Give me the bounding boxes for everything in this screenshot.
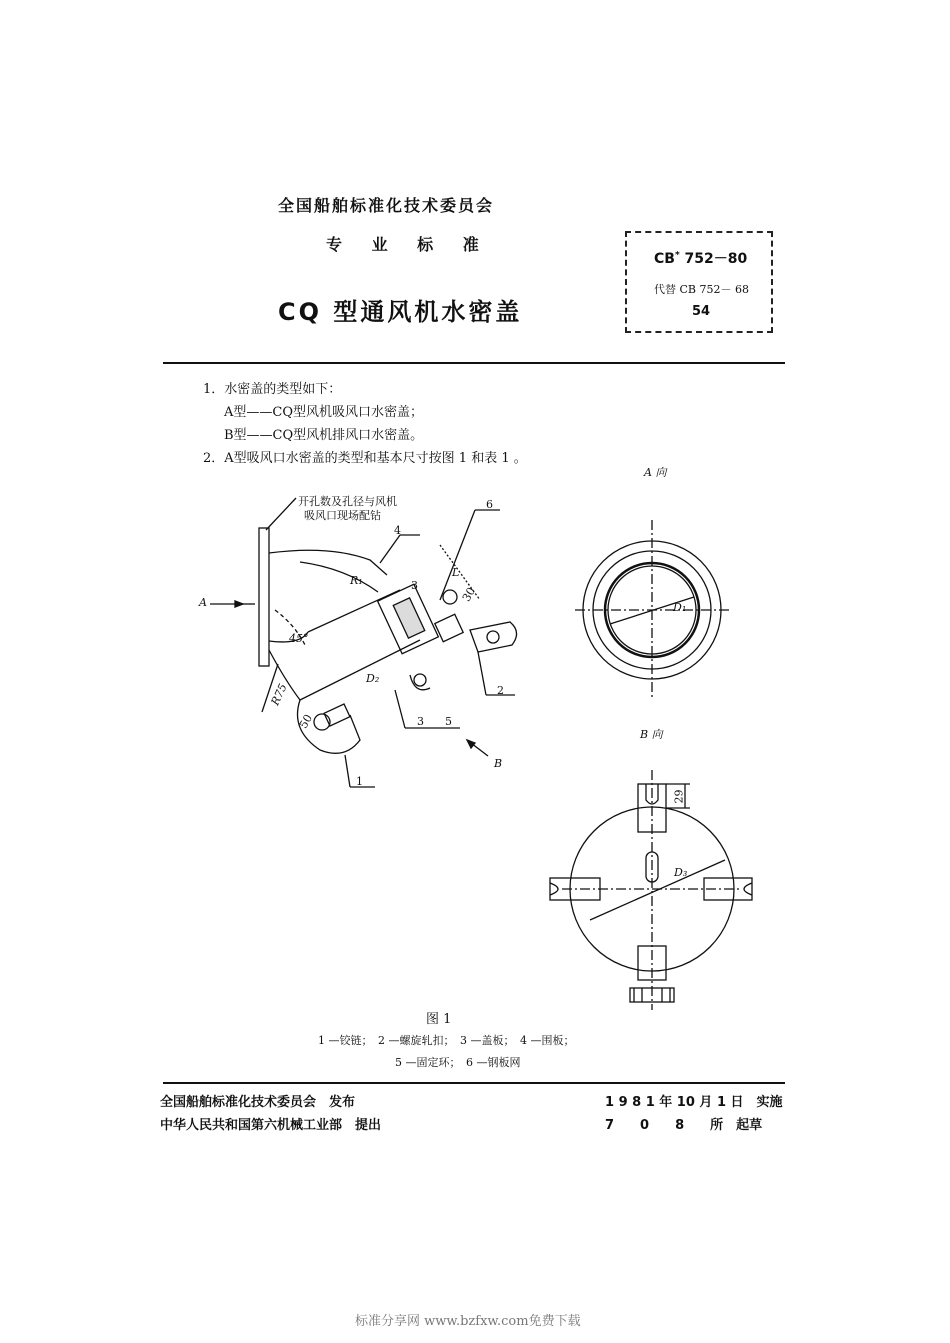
bottom-lug [638,946,666,980]
left-lug [550,878,600,900]
clause-1: 1．水密盖的类型如下： [203,382,342,397]
view-b-title: B 向 [640,728,663,741]
page-number: 54 [692,304,711,319]
clamp [470,622,517,652]
watermark: 标准分享网 www.bzfxw.com免费下载 [355,1314,581,1329]
legend-line-2: 5 —固定环； 6 —钢板网 [395,1056,521,1069]
label-b: B [494,757,503,770]
footer-divider [163,1082,785,1084]
drafter: 7 0 8 所 起草 [605,1118,763,1133]
dim-d2: D₂ [366,672,380,685]
part-label-2: 2 [497,684,504,697]
part-label-6: 6 [486,498,493,511]
part-label-3: 3 [417,715,424,728]
dim-50: 50 [296,712,316,731]
publisher: 全国船舶标准化技术委员会 发布 [160,1095,356,1110]
figure-caption: 图 1 [426,1012,452,1027]
legend-line-1: 1 —铰链； 2 —螺旋轧扣； 3 —盖板； 4 —围板； [318,1034,575,1047]
dim-d3: D₃ [674,866,688,879]
implementation-date: 1 9 8 1 年 10 月 1 日 实施 [605,1095,783,1110]
dim-3: 3 [411,579,418,592]
angle-45: 45° [289,632,309,645]
drilling-note-line-1: 开孔数及孔径与风机 [298,495,397,508]
clause-1-type-b: B型——CQ型风机排风口水密盖。 [224,428,424,443]
issuing-organization: 全国船舶标准化技术委员会 [278,196,495,215]
radius-r75: R75 [268,681,290,708]
top-lug [638,784,666,832]
clause-2: 2．A型吸风口水密盖的类型和基本尺寸按图 1 和表 1 。 [203,451,527,466]
hinge-pin [443,590,457,604]
dim-30: 30 [459,585,479,604]
radius-r1: R₁ [350,574,363,587]
standard-code: CB* 752－80 [654,250,748,267]
part-label-4: 4 [394,524,401,537]
replaces-standard: 代替 CB 752－ 68 [654,283,749,296]
document-title: CQ 型通风机水密盖 [278,298,523,326]
header-divider [163,362,785,364]
label-a: A [199,596,207,609]
part-label-1: 1 [356,775,363,788]
drilling-note-line-2: 吸风口现场配钻 [304,509,381,522]
clause-1-type-a: A型——CQ型风机吸风口水密盖； [224,405,423,420]
proposer: 中华人民共和国第六机械工业部 提出 [160,1118,382,1133]
part-label-5: 5 [445,715,452,728]
standard-type: 专 业 标 准 [326,235,491,254]
center-slot [646,852,658,882]
view-b-cover [570,807,734,971]
cover-plate [378,584,439,653]
duct-outer-top [269,550,387,575]
dim-29: 29 [672,789,686,804]
view-a-outer-ring [583,541,721,679]
right-lug [704,878,752,900]
dim-l: L [452,566,460,579]
view-a-title: A 向 [644,466,667,479]
flange [259,528,269,666]
dim-d1: D₁ [673,601,687,614]
